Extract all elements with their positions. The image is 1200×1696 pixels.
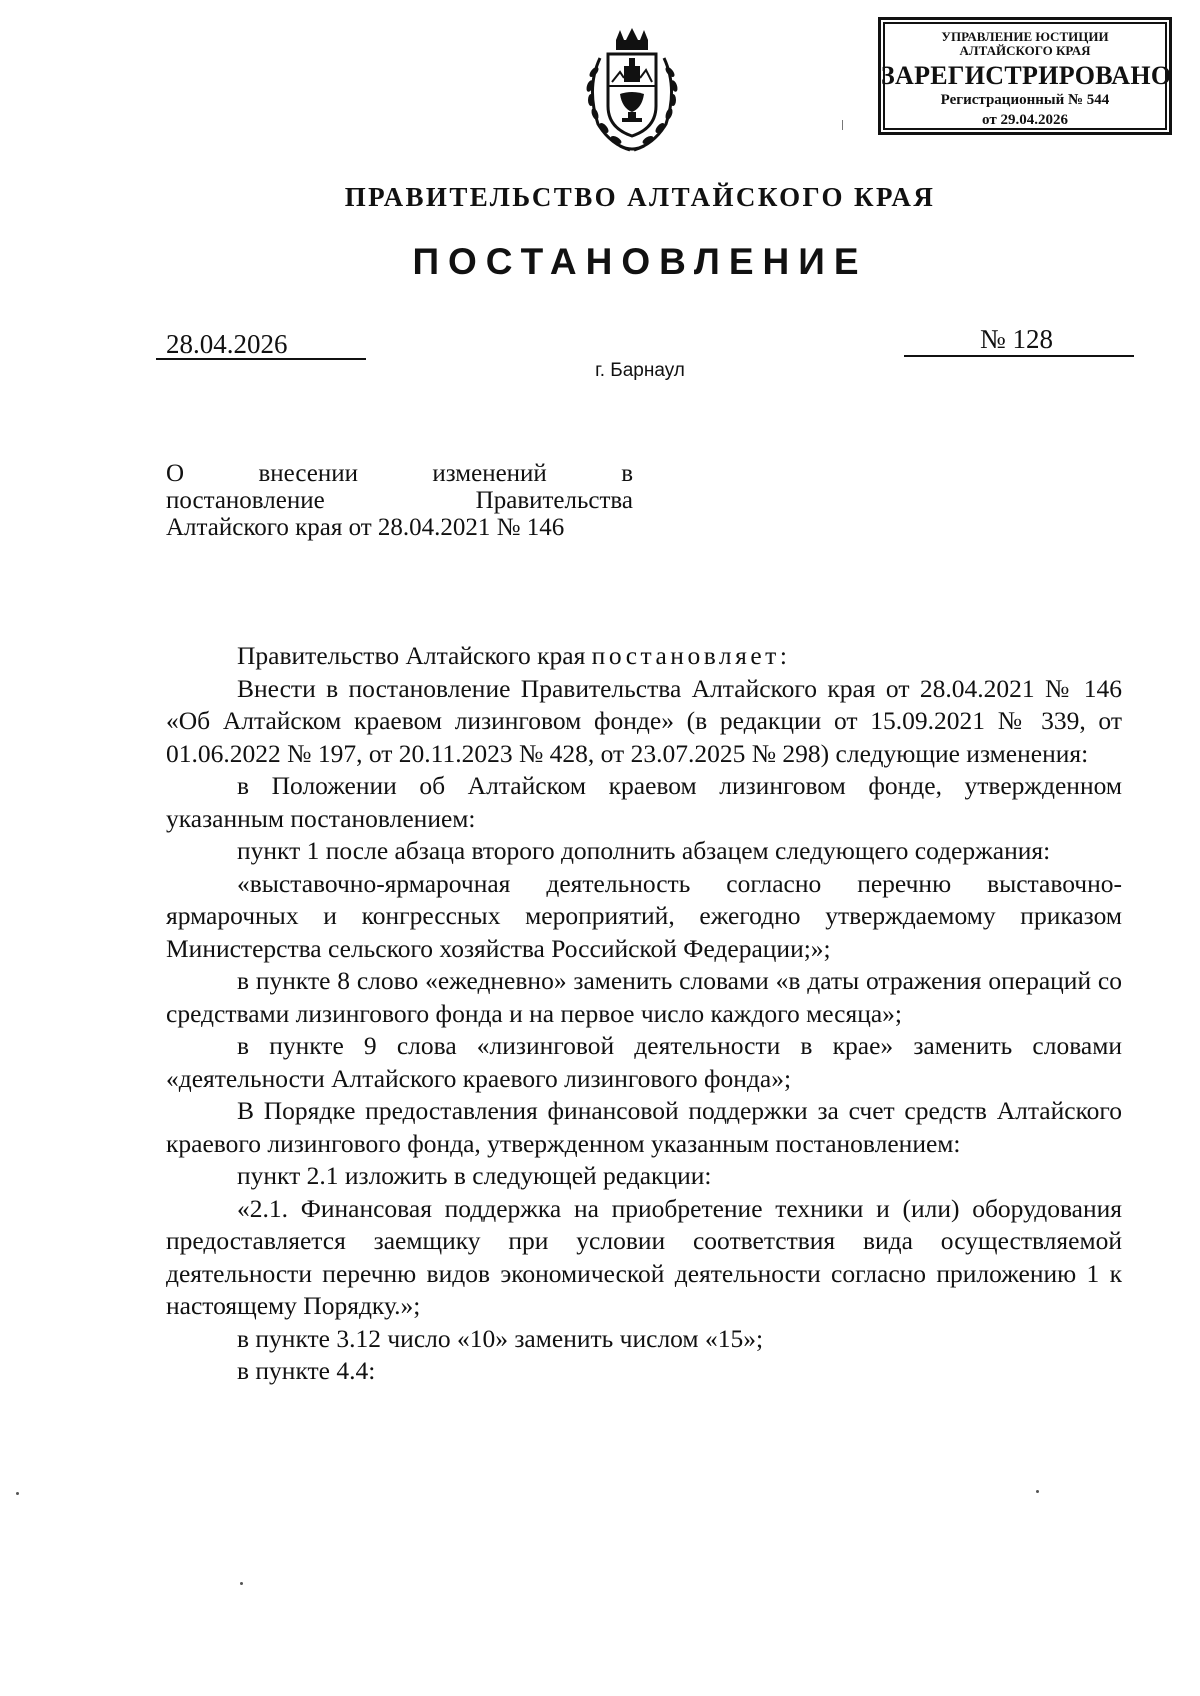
number-underline xyxy=(904,355,1134,357)
scan-speck xyxy=(1036,1490,1039,1493)
body-paragraph: в Положении об Алтайском краевом лизинговом фонде, утвержденном указанным постановлением: xyxy=(166,771,1122,833)
body-paragraph: В Порядке предоставления финансовой поддержки за счет средств Алтайского краевого лизингового фонда, утвержденном указанным постановлением: xyxy=(166,1096,1122,1158)
body-paragraph: Внести в постановление Правительства Алтайского края от 28.04.2021 № 146 «Об Алтайском краевом лизинговом фонде» (в редакции от 15.09.2021 № 339, от 01.06.2022 № 197, от 20.11.2023 № 428, от 23.07.2025 № 298) следующие изменения: xyxy=(166,673,1122,768)
body-paragraph: в пункте 9 слова «лизинговой деятельности в крае» заменить словами «деятельности Алтайского краевого лизингового фонда»; xyxy=(166,1031,1122,1093)
registration-stamp xyxy=(878,17,1172,135)
subject-line: О внесении изменений в xyxy=(166,460,633,487)
subject-line: Алтайского края от 28.04.2021 № 146 xyxy=(166,514,565,541)
resolves-keyword: постановляет xyxy=(591,641,780,670)
body-paragraph: в пункте 4.4: xyxy=(237,1356,376,1385)
city: г. Барнаул xyxy=(595,360,685,381)
resolves-prefix: Правительство Алтайского края xyxy=(237,641,592,670)
government-title: ПРАВИТЕЛЬСТВО АЛТАЙСКОГО КРАЯ xyxy=(344,182,936,212)
body-paragraph-resolves xyxy=(166,640,1122,673)
document-date: 28.04.2026 xyxy=(166,329,288,359)
scan-speck xyxy=(240,1582,243,1585)
stamp-reg-number: Регистрационный № 544 xyxy=(940,92,1110,108)
subject-line: постановление Правительства xyxy=(166,487,633,514)
document-subject xyxy=(166,460,633,541)
document-number: № 128 xyxy=(980,324,1054,354)
document-type: ПОСТАНОВЛЕНИЕ xyxy=(412,241,868,282)
scan-speck xyxy=(16,1492,19,1495)
stamp-reg-date: от 29.04.2026 xyxy=(982,112,1068,128)
stamp-authority-line2: АЛТАЙСКОГО КРАЯ xyxy=(959,43,1091,58)
document-body xyxy=(166,640,1122,1388)
body-paragraph: «2.1. Финансовая поддержка на приобретение техники и (или) оборудования предоставляется заемщику при условии соответствия вида осуществляемой деятельности перечню видов экономической деятельности согласно приложению 1 к настоящему Порядку.»; xyxy=(166,1193,1122,1320)
stamp-authority-line1: УПРАВЛЕНИЕ ЮСТИЦИИ xyxy=(941,29,1109,44)
body-paragraph: в пункте 3.12 число «10» заменить числом «15»; xyxy=(237,1323,764,1353)
body-paragraph: «выставочно-ярмарочная деятельность согласно перечню выставочно-ярмарочных и конгрессных мероприятий, ежегодно утверждаемому приказом Министерства сельского хозяйства Российской Федерации;»; xyxy=(166,868,1122,963)
stamp-status: ЗАРЕГИСТРИРОВАНО xyxy=(881,61,1172,90)
altai-krai-coat-of-arms-icon xyxy=(580,28,684,156)
body-paragraph: в пункте 8 слово «ежедневно» заменить словами «в даты отражения операций со средствами лизингового фонда и на первое число каждого месяца»; xyxy=(166,966,1122,1028)
resolves-suffix: : xyxy=(779,641,787,670)
body-paragraph: пункт 2.1 изложить в следующей редакции: xyxy=(237,1161,712,1190)
body-paragraph: пункт 1 после абзаца второго дополнить абзацем следующего содержания: xyxy=(237,836,1051,865)
scan-speck xyxy=(842,120,843,130)
